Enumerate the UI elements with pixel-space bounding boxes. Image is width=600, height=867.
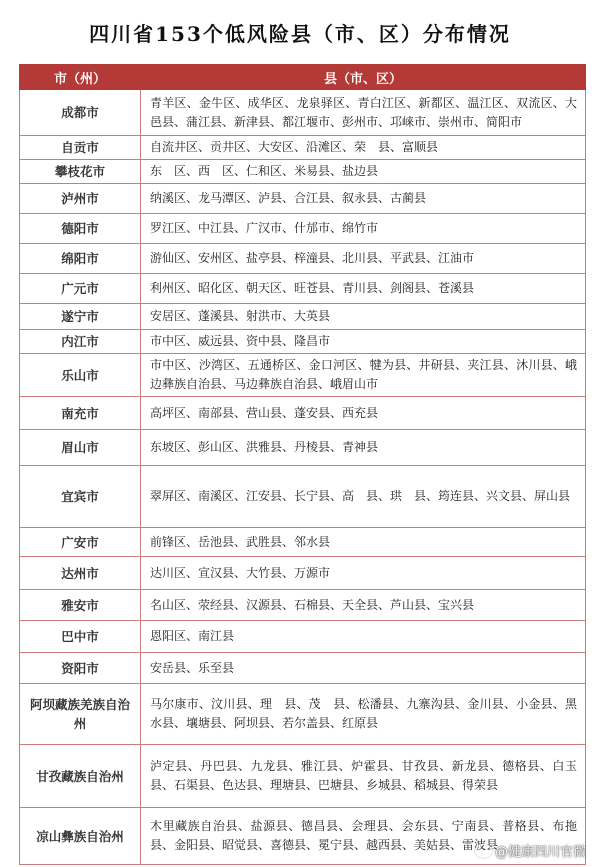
- county-list: 泸定县、丹巴县、九龙县、雅江县、炉霍县、甘孜县、新龙县、德格县、白玉县、石渠县、色达县、理塘县、巴塘县、乡城县、稻城县、得荣县: [141, 745, 586, 808]
- county-list: 翠屏区、南溪区、江安县、长宁县、高 县、珙 县、筠连县、兴文县、屏山县: [141, 466, 586, 528]
- city-name: 宜宾市: [20, 466, 141, 528]
- county-list: 游仙区、安州区、盐亭县、梓潼县、北川县、平武县、江油市: [141, 244, 586, 274]
- county-list: 东 区、西 区、仁和区、米易县、盐边县: [141, 160, 586, 184]
- county-list: 利州区、昭化区、朝天区、旺苍县、青川县、剑阁县、苍溪县: [141, 274, 586, 304]
- table-row: [20, 90, 586, 136]
- city-name: 成都市: [20, 90, 141, 136]
- county-list: 达川区、宣汉县、大竹县、万源市: [141, 557, 586, 590]
- city-name: 广元市: [20, 274, 141, 304]
- county-list: 罗江区、中江县、广汉市、什邡市、绵竹市: [141, 214, 586, 244]
- county-list: 木里藏族自治县、盐源县、德昌县、会理县、会东县、宁南县、普格县、布拖县、金阳县、昭觉县、喜德县、冕宁县、越西县、美姑县、雷波县: [141, 808, 586, 865]
- county-list: 市中区、沙湾区、五通桥区、金口河区、犍为县、井研县、夹江县、沐川县、峨边彝族自治县、马边彝族自治县、峨眉山市: [141, 354, 586, 397]
- county-list: 前锋区、岳池县、武胜县、邻水县: [141, 528, 586, 557]
- city-name: 泸州市: [20, 184, 141, 214]
- city-name: 雅安市: [20, 590, 141, 621]
- city-name: 巴中市: [20, 621, 141, 653]
- county-list: 纳溪区、龙马潭区、泸县、合江县、叙永县、古蔺县: [141, 184, 586, 214]
- county-list: 名山区、荥经县、汉源县、石棉县、天全县、芦山县、宝兴县: [141, 590, 586, 621]
- weibo-watermark: [475, 841, 586, 860]
- table-row: [20, 397, 586, 430]
- city-name: 甘孜藏族自治州: [20, 745, 141, 808]
- page-title: 四川省153个低风险县（市、区）分布情况: [89, 22, 511, 46]
- table-row: [20, 244, 586, 274]
- county-list: 市中区、威远县、资中县、隆昌市: [141, 330, 586, 354]
- county-list: 安居区、蓬溪县、射洪市、大英县: [141, 304, 586, 330]
- table-row: [20, 160, 586, 184]
- city-name: 达州市: [20, 557, 141, 590]
- table-row: [20, 184, 586, 214]
- city-name: 广安市: [20, 528, 141, 557]
- city-name: 眉山市: [20, 430, 141, 466]
- county-list: 东坡区、彭山区、洪雅县、丹棱县、青神县: [141, 430, 586, 466]
- city-name: 绵阳市: [20, 244, 141, 274]
- city-name: 德阳市: [20, 214, 141, 244]
- table-header-row: [20, 65, 586, 90]
- header-city: 市（州）: [20, 65, 141, 90]
- table-row: [20, 430, 586, 466]
- table-row: [20, 528, 586, 557]
- table-row: [20, 466, 586, 528]
- city-name: 凉山彝族自治州: [20, 808, 141, 865]
- table-row: [20, 557, 586, 590]
- table-row: [20, 621, 586, 653]
- county-list: 马尔康市、汶川县、理 县、茂 县、松潘县、九寨沟县、金川县、小金县、黑水县、壤塘县、阿坝县、若尔盖县、红原县: [141, 684, 586, 745]
- city-name: 乐山市: [20, 354, 141, 397]
- city-name: 资阳市: [20, 653, 141, 684]
- city-name: 阿坝藏族羌族自治州: [20, 684, 141, 745]
- city-name: 攀枝花市: [20, 160, 141, 184]
- county-list: 高坪区、南部县、营山县、蓬安县、西充县: [141, 397, 586, 430]
- county-list: 自流井区、贡井区、大安区、沿滩区、荣 县、富顺县: [141, 136, 586, 160]
- header-counties: 县（市、区）: [141, 65, 586, 90]
- table-row: [20, 354, 586, 397]
- county-list: 青羊区、金牛区、成华区、龙泉驿区、青白江区、新都区、温江区、双流区、大邑县、蒲江县、新津县、都江堰市、彭州市、邛崃市、崇州市、简阳市: [141, 90, 586, 136]
- table-row: [20, 136, 586, 160]
- table-row: [20, 274, 586, 304]
- county-list: 恩阳区、南江县: [141, 621, 586, 653]
- table-row: [20, 214, 586, 244]
- city-name: 自贡市: [20, 136, 141, 160]
- county-list: 安岳县、乐至县: [141, 653, 586, 684]
- table-row: [20, 653, 586, 684]
- table-row: [20, 745, 586, 808]
- city-name: 南充市: [20, 397, 141, 430]
- city-name: 遂宁市: [20, 304, 141, 330]
- table-row: [20, 330, 586, 354]
- watermark-text: @健康四川官微: [494, 845, 586, 860]
- table-row: [20, 684, 586, 745]
- district-table: [19, 64, 586, 865]
- city-name: 内江市: [20, 330, 141, 354]
- weibo-icon: [475, 844, 492, 858]
- table-row: [20, 590, 586, 621]
- table-row: [20, 304, 586, 330]
